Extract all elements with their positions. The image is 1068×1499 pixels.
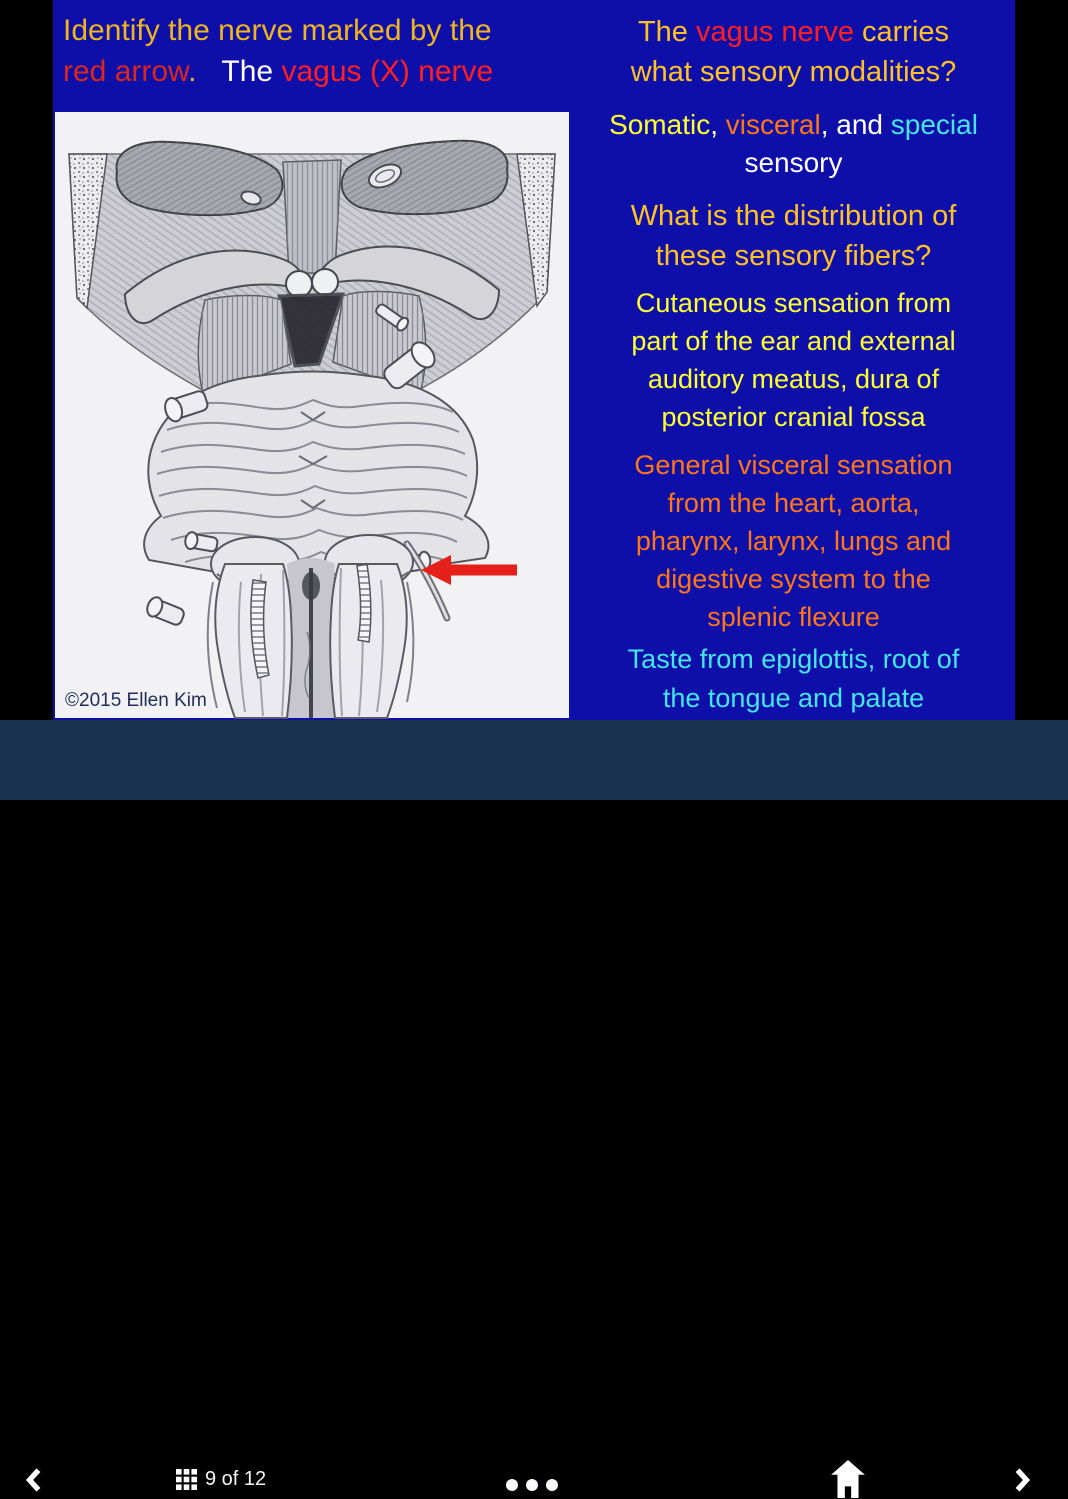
- slide-menu-button[interactable]: [506, 1479, 558, 1494]
- answer-visceral: General visceral sensation from the heart, aorta, pharynx, larynx, lungs and digestive system to the splenic flexure: [634, 450, 953, 632]
- answer-sensory-modalities: Somatic, visceral, and special sensory: [609, 109, 978, 178]
- question-sensory-modalities: The vagus nerve carries what sensory modalities?: [630, 16, 957, 88]
- chevron-right-icon: [1014, 1466, 1030, 1494]
- answer-cutaneous: Cutaneous sensation from part of the ear and external auditory meatus, dura of posterior cranial fossa: [631, 288, 956, 432]
- slide-answers-column: [570, 0, 1017, 718]
- previous-slide-button[interactable]: [26, 1466, 42, 1494]
- figure-credit: ©2015 Ellen Kim: [65, 690, 207, 711]
- player-navbar: [0, 720, 1068, 1490]
- next-slide-button[interactable]: [1014, 1466, 1030, 1494]
- chevron-left-icon: [26, 1466, 42, 1494]
- grid-icon: [176, 1469, 197, 1490]
- anatomy-figure: [55, 112, 569, 718]
- slide-browser-button[interactable]: [176, 1468, 266, 1491]
- brainstem-illustration: [55, 112, 569, 718]
- page-indicator: 9 of 12: [205, 1468, 267, 1490]
- home-button[interactable]: [830, 1459, 866, 1499]
- question-distribution: What is the distribution of these sensory fibers?: [630, 200, 957, 272]
- ellipsis-icon: [506, 1479, 558, 1494]
- slide: [53, 0, 1015, 720]
- home-icon: [830, 1459, 866, 1499]
- answer-taste: Taste from epiglottis, root of the tongue and palate: [627, 644, 960, 713]
- slide-question-left: Identify the nerve marked by the red arrow. The vagus (X) nerve: [63, 14, 494, 88]
